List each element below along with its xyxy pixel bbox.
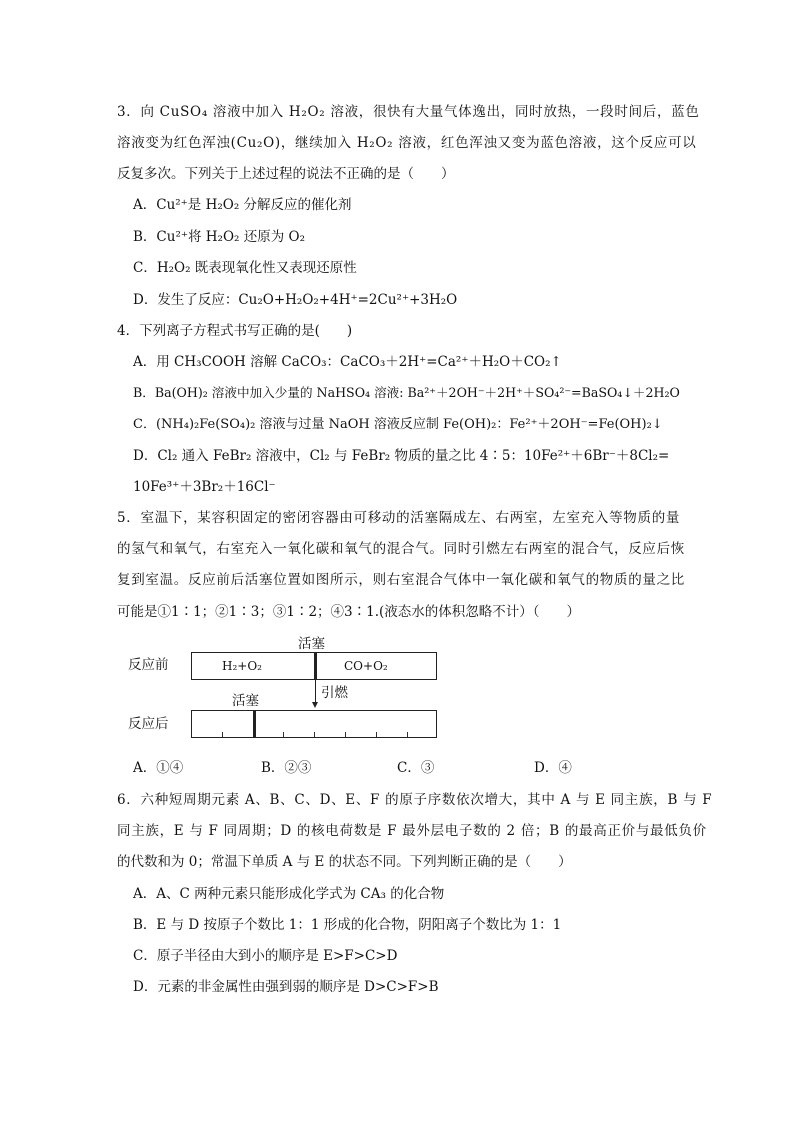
q5-stem-line1: 5．室温下，某容积固定的密闭容器由可移动的活塞隔成左、右两室，左室充入等物质的量: [117, 510, 681, 526]
scale-tick: [407, 732, 408, 737]
q5-stem-line4: 可能是①1∶1；②1∶3；③1∶2；④3∶1.(液态水的体积忽略不计）（ ）: [117, 604, 581, 620]
ignite-arrow-line: [315, 680, 316, 704]
q3-option-d: D．发生了反应：Cu₂O+H₂O₂+4H⁺=2Cu²⁺+3H₂O: [133, 292, 458, 308]
q6-stem-line1: 6．六种短周期元素 A、B、C、D、E、F 的原子序数依次增大，其中 A 与 E 同主族，B 与 F: [117, 792, 713, 808]
q5-stem-line3: 复到室温。反应前后活塞位置如图所示，则右室混合气体中一氧化碳和氧气的物质的量之比: [117, 572, 685, 588]
q6-option-c: C．原子半径由大到小的顺序是 E>F>C>D: [133, 948, 398, 964]
q5-answer-b: B．②③: [261, 760, 312, 776]
scale-tick: [376, 732, 377, 737]
container-before: [191, 652, 437, 680]
q3-stem-line2: 溶液变为红色浑浊(Cu₂O)，继续加入 H₂O₂ 溶液，红色浑浊又变为蓝色溶液，这个反应可以: [117, 135, 697, 151]
scale-tick: [283, 732, 284, 737]
q4-stem: 4．下列离子方程式书写正确的是( ): [117, 323, 353, 339]
container-after: [191, 710, 437, 738]
ignite-label: 引燃: [321, 685, 348, 701]
q4-option-d-continued: 10Fe³⁺＋3Br₂＋16Cl⁻: [133, 479, 276, 495]
q6-option-d: D．元素的非金属性由强到弱的顺序是 D>C>F>B: [133, 979, 439, 995]
q4-option-c: C．(NH₄)₂Fe(SO₄)₂ 溶液与过量 NaOH 溶液反应制 Fe(OH)₂：Fe²⁺＋2OH⁻=Fe(OH)₂↓: [133, 417, 663, 432]
q4-option-d: D．Cl₂ 通入 FeBr₂ 溶液中，Cl₂ 与 FeBr₂ 物质的量之比 4∶5：10Fe²⁺＋6Br⁻＋8Cl₂=: [133, 448, 670, 464]
piston-after: [253, 710, 256, 738]
q4-option-a: A．用 CH₃COOH 溶解 CaCO₃：CaCO₃＋2H⁺=Ca²⁺＋H₂O＋CO₂↑: [133, 354, 562, 370]
after-reaction-label: 反应后: [128, 716, 169, 732]
q6-option-a: A．A、C 两种元素只能形成化学式为 CA₃ 的化合物: [133, 886, 445, 902]
piston-before: [314, 652, 317, 680]
piston-label-before: 活塞: [298, 636, 325, 652]
piston-label-after: 活塞: [232, 693, 259, 709]
q3-option-b: B．Cu²⁺将 H₂O₂ 还原为 O₂: [133, 229, 305, 245]
q3-stem-line3: 反复多次。下列关于上述过程的说法不正确的是（ ）: [117, 166, 455, 182]
q5-answer-c: C．③: [397, 760, 435, 776]
left-chamber-gas: H₂+O₂: [222, 659, 262, 673]
scale-tick: [222, 732, 223, 737]
q5-stem-line2: 的氢气和氧气，右室充入一氧化碳和氧气的混合气。同时引燃左右两室的混合气，反应后恢: [117, 541, 685, 557]
q6-stem-line2: 同主族，E 与 F 同周期；D 的核电荷数是 F 最外层电子数的 2 倍；B 的最高正价与最低负价: [117, 823, 707, 839]
ignite-arrow-icon: [312, 702, 318, 708]
q5-answer-d: D．④: [534, 760, 572, 776]
right-chamber-gas: CO+O₂: [344, 659, 388, 673]
q5-answer-a: A．①④: [133, 760, 184, 776]
piston-diagram: [128, 636, 448, 746]
q3-option-a: A．Cu²⁺是 H₂O₂ 分解反应的催化剂: [133, 197, 352, 213]
q3-option-c: C．H₂O₂ 既表现氧化性又表现还原性: [133, 260, 357, 276]
q6-stem-line3: 的代数和为 0；常温下单质 A 与 E 的状态不同。下列判断正确的是（ ）: [117, 854, 572, 870]
q4-option-b: B．Ba(OH)₂ 溶液中加入少量的 NaHSO₄ 溶液: Ba²⁺＋2OH⁻＋2H⁺＋SO₄²⁻=BaSO₄↓＋2H₂O: [133, 385, 680, 400]
scale-tick: [345, 732, 346, 737]
before-reaction-label: 反应前: [128, 657, 169, 673]
scale-tick: [314, 732, 315, 737]
q6-option-b: B．E 与 D 按原子个数比 1：1 形成的化合物，阴阳离子个数比为 1：1: [133, 917, 562, 933]
q3-stem-line1: 3．向 CuSO₄ 溶液中加入 H₂O₂ 溶液，很快有大量气体逸出，同时放热，一段时间后，蓝色: [117, 104, 700, 120]
